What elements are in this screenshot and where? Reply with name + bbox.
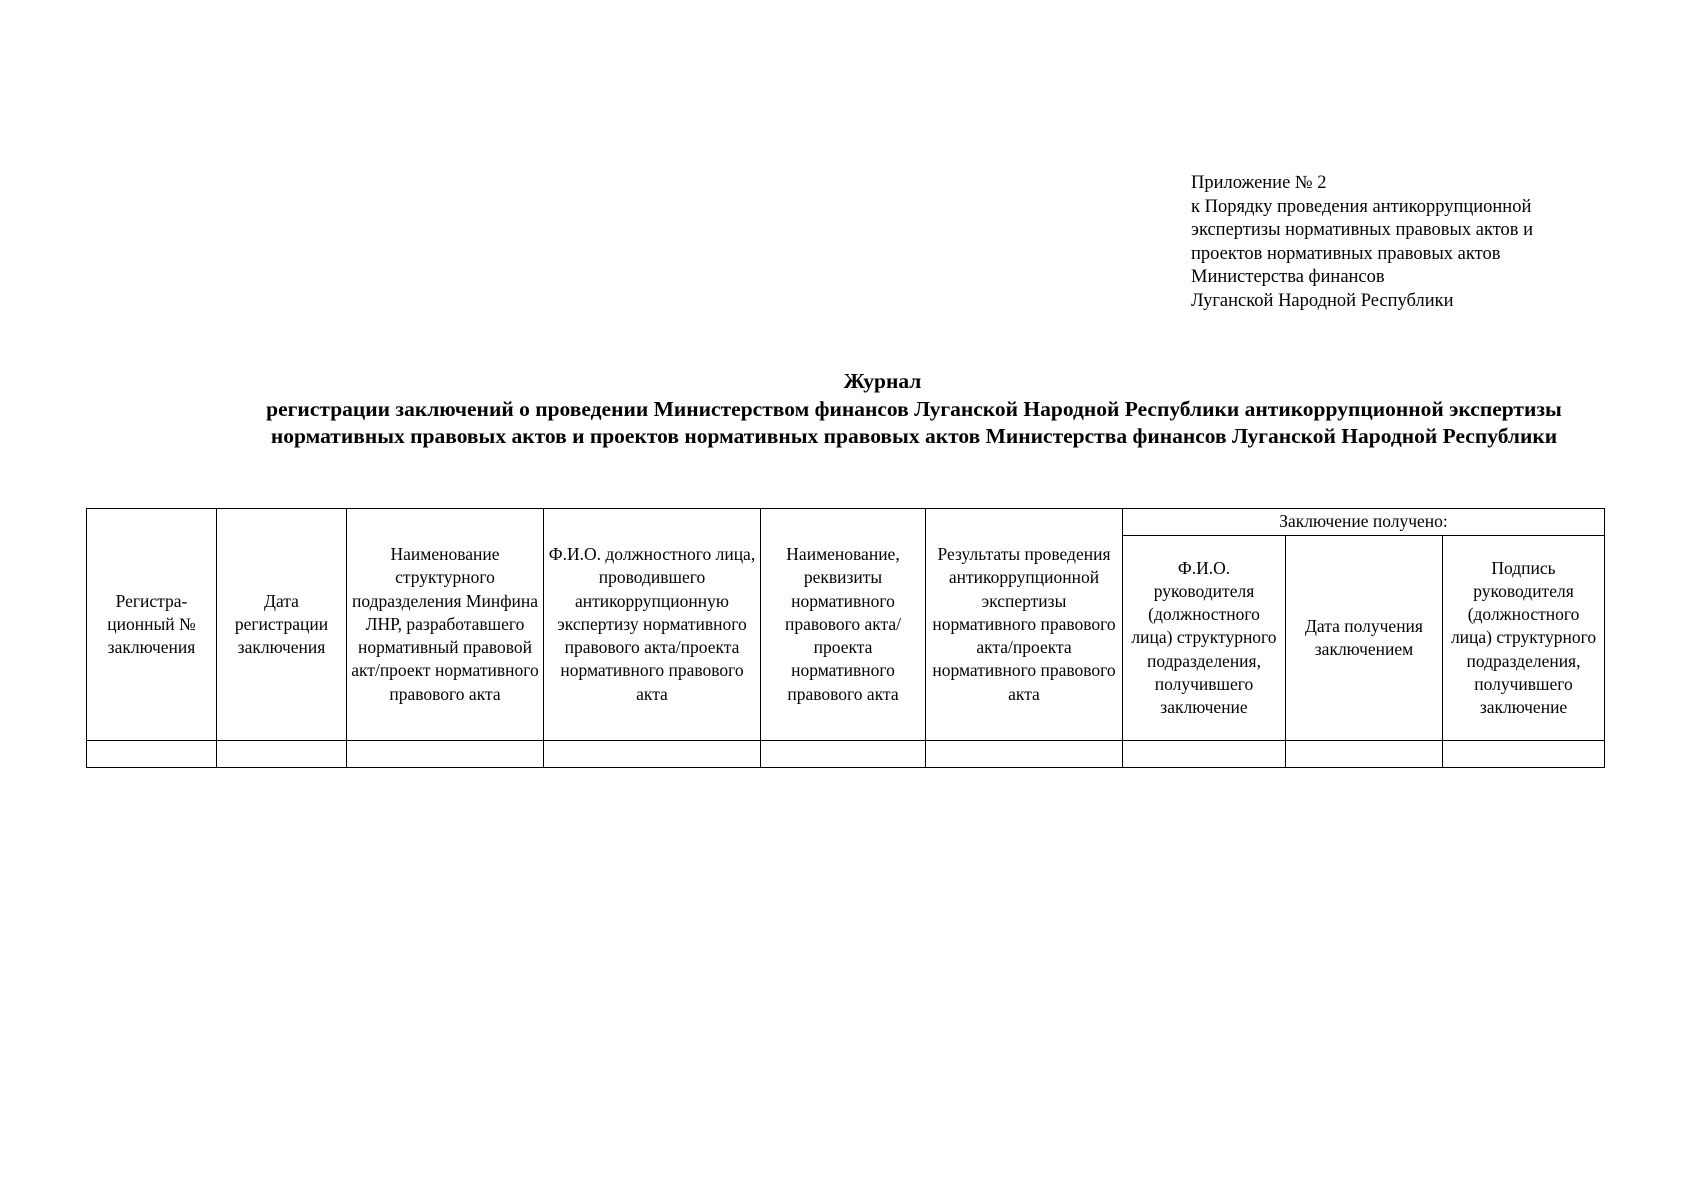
- col-header-reg-date: Дата регистрации заключения: [217, 509, 347, 741]
- registration-journal-table: [86, 508, 1605, 768]
- col-group-conclusion-received: Заключение получено:: [1123, 509, 1605, 536]
- table-row: [87, 741, 1605, 768]
- col-header-department: Наименование структурного подразделения Минфина ЛНР, разработавшего нормативный правовой акт/проект нормативного правового акта: [347, 509, 544, 741]
- title-line-2: нормативных правовых актов и проектов нормативных правовых актов Министерства финансов Луганской Народной Республики: [270, 424, 1558, 448]
- appendix-line: к Порядку проведения антикоррупционной: [1191, 196, 1532, 217]
- table-cell: [761, 741, 926, 768]
- table-cell: [1286, 741, 1443, 768]
- table-cell: [1443, 741, 1605, 768]
- appendix-line: экспертизы нормативных правовых актов и: [1191, 220, 1534, 241]
- appendix-note: [1191, 172, 1621, 314]
- col-header-expertise-results: Результаты проведения антикоррупционной экспертизы нормативного правового акта/проекта нормативного правового акта: [926, 509, 1123, 741]
- col-header-receipt-date: Дата получения заключением: [1286, 536, 1443, 741]
- table-cell: [217, 741, 347, 768]
- appendix-line: Приложение № 2: [1191, 173, 1327, 193]
- table-cell: [926, 741, 1123, 768]
- appendix-line: Министерства финансов: [1191, 267, 1385, 288]
- table-cell: [544, 741, 761, 768]
- col-header-act-details: Наименование, реквизиты нормативного правового акта/проекта нормативного правового акта: [761, 509, 926, 741]
- title-heading: Журнал: [843, 369, 922, 393]
- title-line-1: регистрации заключений о проведении Министерством финансов Луганской Народной Республики антикоррупционной экспертизы: [266, 396, 1562, 421]
- table-cell: [347, 741, 544, 768]
- table-cell: [1123, 741, 1286, 768]
- appendix-line: Луганской Народной Республики: [1191, 290, 1454, 311]
- col-header-recipient-name: Ф.И.О. руководителя (должностного лица) структурного подразделения, получившего заключение: [1123, 536, 1286, 741]
- col-header-expert-name: Ф.И.О. должностного лица, проводившего антикоррупционную экспертизу нормативного правового акта/проекта нормативного правового акта: [544, 509, 761, 741]
- col-header-reg-number: Регистра-ционный № заключения: [87, 509, 217, 741]
- col-header-recipient-signature: Подпись руководителя (должностного лица) структурного подразделения, получившего заключение: [1443, 536, 1605, 741]
- appendix-line: проектов нормативных правовых актов: [1191, 243, 1501, 264]
- table-cell: [87, 741, 217, 768]
- document-title: [0, 368, 1697, 451]
